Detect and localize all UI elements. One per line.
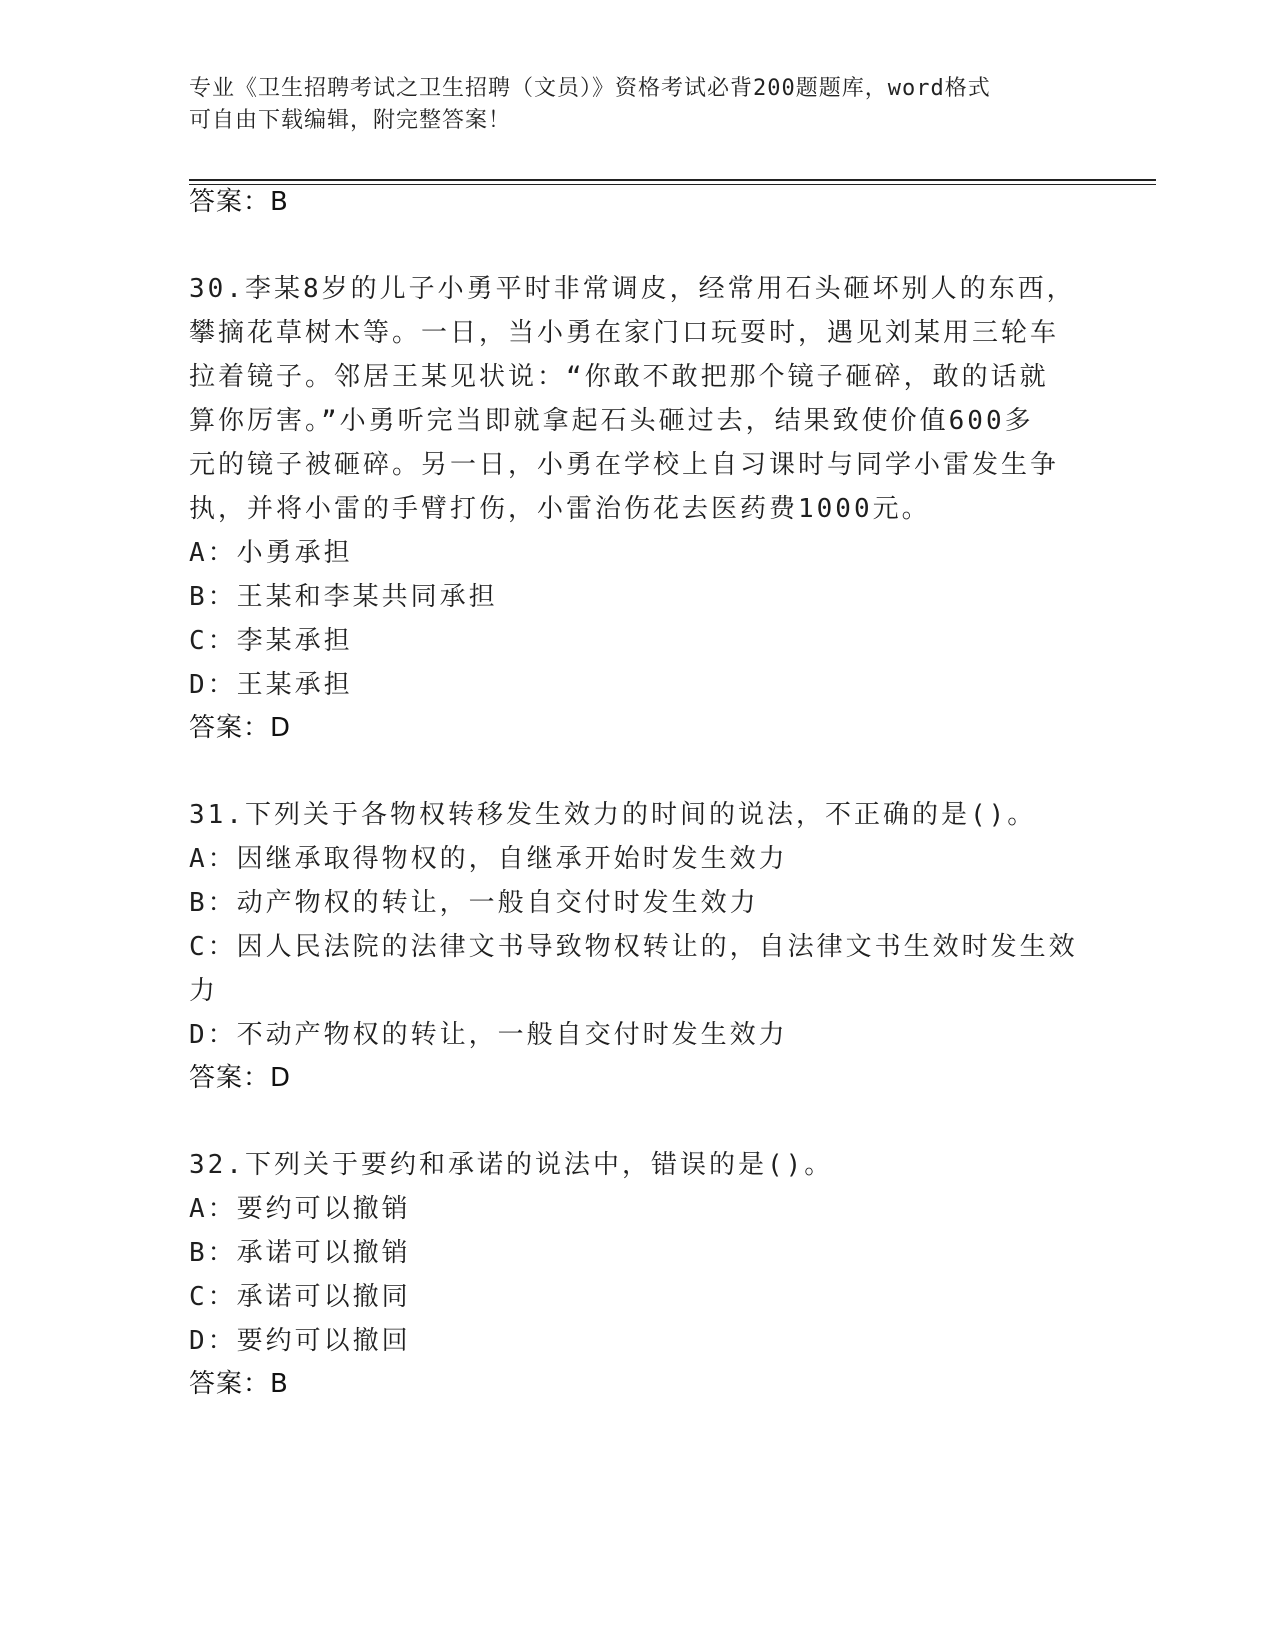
q30-stem-line-4: 算你厉害。”小勇听完当即就拿起石头砸过去，结果致使价值600多 xyxy=(189,406,1034,436)
q30-stem-line-3: 拉着镜子。邻居王某见状说：“你敢不敢把那个镜子砸碎，敢的话就 xyxy=(189,362,1049,392)
q31-option-b: B：动产物权的转让，一般自交付时发生效力 xyxy=(189,888,759,918)
header-line-2: 可自由下载编辑，附完整答案！ xyxy=(189,108,512,133)
q30-stem-line-2: 攀摘花草树木等。一日，当小勇在家门口玩耍时，遇见刘某用三轮车 xyxy=(189,318,1060,348)
q30-option-a: A：小勇承担 xyxy=(189,538,353,568)
header-divider-thin xyxy=(189,184,1156,185)
header-line-1: 专业《卫生招聘考试之卫生招聘（文员）》资格考试必背200题题库，word格式 xyxy=(189,76,991,101)
q31-option-a: A：因继承取得物权的，自继承开始时发生效力 xyxy=(189,844,788,874)
q30-stem-line-1: 30.李某8岁的儿子小勇平时非常调皮，经常用石头砸坏别人的东西， xyxy=(189,274,1076,304)
q30-stem-line-6: 执，并将小雷的手臂打伤，小雷治伤花去医药费1000元。 xyxy=(189,494,931,524)
q32-stem-line-1: 32.下列关于要约和承诺的说法中，错误的是()。 xyxy=(189,1150,834,1180)
q30-answer: 答案：D xyxy=(189,713,292,743)
q32-option-a: A：要约可以撤销 xyxy=(189,1194,411,1224)
q30-option-b: B：王某和李某共同承担 xyxy=(189,582,498,612)
q31-option-c-continued: 力 xyxy=(189,976,219,1006)
q31-option-c: C：因人民法院的法律文书导致物权转让的，自法律文书生效时发生效 xyxy=(189,932,1078,962)
header-divider-thick xyxy=(189,179,1156,181)
q31-option-d: D：不动产物权的转让，一般自交付时发生效力 xyxy=(189,1020,788,1050)
answer-prev-question: 答案：B xyxy=(189,187,289,217)
q30-option-d: D：王某承担 xyxy=(189,670,353,700)
q32-option-c: C：承诺可以撤同 xyxy=(189,1282,411,1312)
document-header xyxy=(189,73,1069,137)
q31-stem-line-1: 31.下列关于各物权转移发生效力的时间的说法，不正确的是()。 xyxy=(189,800,1037,830)
q31-answer: 答案：D xyxy=(189,1063,292,1093)
q32-answer: 答案：B xyxy=(189,1369,289,1399)
q32-option-d: D：要约可以撤回 xyxy=(189,1326,411,1356)
q30-option-c: C：李某承担 xyxy=(189,626,353,656)
q32-option-b: B：承诺可以撤销 xyxy=(189,1238,411,1268)
q30-stem-line-5: 元的镜子被砸碎。另一日，小勇在学校上自习课时与同学小雷发生争 xyxy=(189,450,1060,480)
